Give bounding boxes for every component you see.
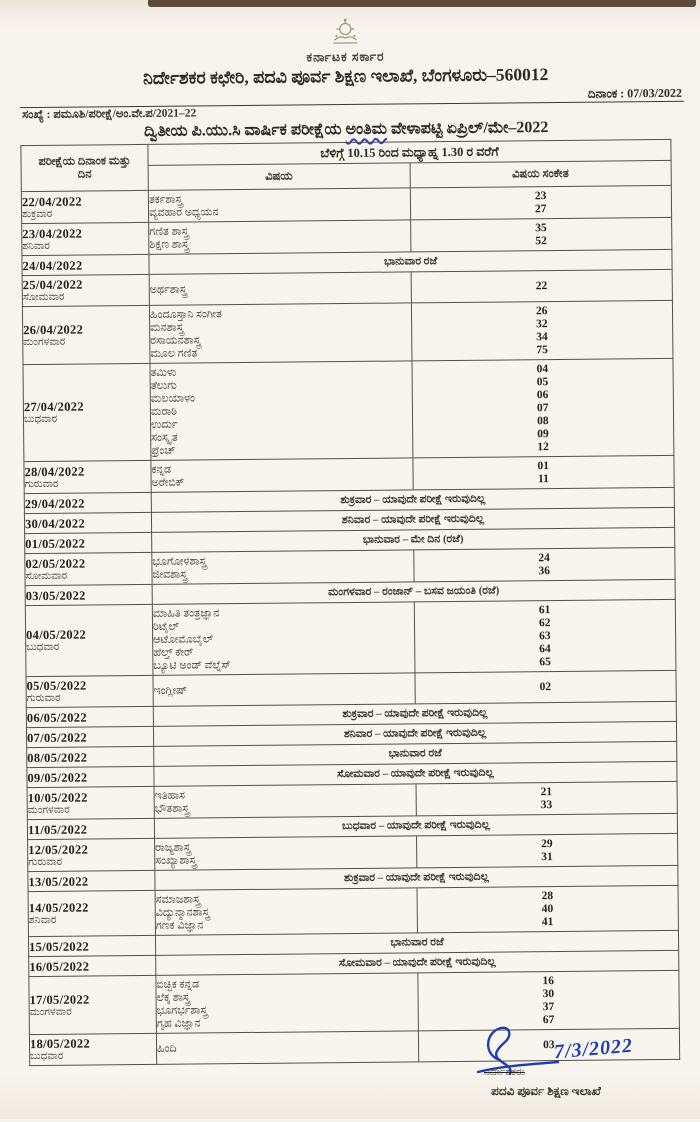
subject-code: 04 bbox=[536, 362, 549, 375]
subject-code: 26 bbox=[535, 304, 548, 317]
exam-date: 27/04/2022 bbox=[23, 399, 84, 415]
subject-name: ಫ್ರೆಂಚ್ bbox=[151, 444, 176, 457]
exam-day: ಮಂಗಳವಾರ bbox=[29, 1006, 72, 1018]
subject-code: 37 bbox=[542, 1000, 555, 1013]
subject-name: ಹೆಲ್ತ್ ಕೇರ್ bbox=[153, 646, 194, 659]
holiday-note: ಶುಕ್ರವಾರ – ಯಾವುದೇ ಪರೀಕ್ಷೆ ಇರುವುದಿಲ್ಲ bbox=[155, 865, 678, 890]
exam-date-cell bbox=[25, 584, 152, 605]
code-column-header: ವಿಷಯ ಸಂಕೇತ bbox=[410, 160, 672, 188]
subject-code: 09 bbox=[537, 427, 549, 440]
exam-date: 17/05/2022 bbox=[29, 992, 90, 1007]
exam-date: 09/05/2022 bbox=[27, 770, 88, 785]
subjects-cell bbox=[150, 361, 412, 461]
exam-date: 18/05/2022 bbox=[29, 1036, 91, 1052]
subject-code: 27 bbox=[534, 202, 547, 215]
subjects-cell bbox=[155, 836, 417, 871]
exam-date: 25/04/2022 bbox=[22, 277, 83, 293]
exam-date: 12/05/2022 bbox=[28, 842, 89, 857]
exam-date-cell bbox=[29, 955, 156, 976]
exam-date: 13/05/2022 bbox=[28, 874, 89, 889]
exam-day: ಶುಕ್ರವಾರ bbox=[21, 208, 53, 220]
holiday-note: ಶನಿವಾರ – ಯಾವುದೇ ಪರೀಕ್ಷೆ ಇರುವುದಿಲ್ಲ bbox=[151, 507, 674, 532]
subject-name: ರಿಟೈಲ್ bbox=[152, 620, 180, 633]
time-header: ಬೆಳಿಗ್ಗೆ 10.15 ರಿಂದ ಮಧ್ಯಾಹ್ನ 1.30 ರ ವರೆಗೆ bbox=[148, 139, 671, 165]
exam-date: 02/05/2022 bbox=[25, 556, 86, 571]
subject-name: ಮರಾಠಿ bbox=[150, 405, 177, 418]
table-row bbox=[25, 599, 676, 676]
exam-day: ಸೋಮವಾರ bbox=[22, 291, 65, 304]
subject-code: 75 bbox=[536, 343, 548, 356]
reference-number: ಸಂಖ್ಯೆ : ಪಮೂಶಿ/ಪರೀಕ್ಷೆ/ಅಂ.ವೇ.ಪ/2021–22 bbox=[22, 107, 197, 122]
subject-name: ಇತಿಹಾಸ bbox=[154, 789, 186, 802]
date-column-header: ಪರೀಕ್ಷೆಯ ದಿನಾಂಕ ಮತ್ತು ದಿನ bbox=[21, 144, 148, 191]
subject-code: 34 bbox=[536, 330, 548, 343]
exam-day: ಬುಧವಾರ bbox=[23, 413, 58, 426]
subjects-cell bbox=[152, 550, 414, 585]
subject-code: 24 bbox=[538, 551, 550, 564]
subject-name: ಆಟೋಮೊಬೈಲ್ bbox=[153, 632, 214, 646]
exam-date: 14/05/2022 bbox=[28, 900, 89, 916]
timetable-table bbox=[20, 139, 680, 1066]
subject-name: ರಸಾಯನಶಾಸ್ತ್ರ bbox=[150, 333, 201, 347]
subjects-cell bbox=[151, 458, 413, 493]
exam-date-cell bbox=[25, 604, 153, 676]
exam-date: 22/04/2022 bbox=[21, 194, 82, 209]
subjects-cell bbox=[152, 602, 414, 676]
subject-code: 21 bbox=[540, 785, 553, 798]
exam-date: 07/05/2022 bbox=[27, 730, 88, 745]
subject-code: 22 bbox=[535, 279, 548, 292]
subjects-cell bbox=[155, 888, 417, 936]
holiday-note: ಬುಧವಾರ – ಯಾವುದೇ ಪರೀಕ್ಷೆ ಇರುವುದಿಲ್ಲ bbox=[154, 813, 677, 838]
exam-date-cell bbox=[24, 512, 151, 533]
subject-codes-cell bbox=[416, 781, 678, 816]
exam-day: ಮಂಗಳವಾರ bbox=[27, 804, 70, 816]
subjects-cell bbox=[153, 673, 415, 707]
subject-name: ತಮಿಳು bbox=[150, 366, 177, 379]
subject-name: ಹಿಂದೂಸ್ತಾನಿ ಸಂಗೀತ bbox=[149, 307, 222, 321]
exam-date-cell bbox=[21, 190, 148, 223]
exam-date-cell bbox=[22, 274, 149, 306]
handwritten-date: 7/3/2022 bbox=[553, 1034, 634, 1064]
document-title: ದ್ವಿತೀಯ ಪಿ.ಯು.ಸಿ ವಾರ್ಷಿಕ ಪರೀಕ್ಷೆಯ ಅಂತಿಮ ವೇಳಾಪಟ್ಟಿ ಏಪ್ರಿಲ್/ಮೇ–2022 bbox=[144, 119, 549, 140]
exam-day: ಶನಿವಾರ bbox=[28, 914, 57, 927]
exam-date-cell bbox=[28, 838, 155, 871]
holiday-note: ಸೋಮವಾರ – ಯಾವುದೇ ಪರೀಕ್ಷೆ ಇರುವುದಿಲ್ಲ bbox=[156, 950, 679, 975]
exam-date: 29/04/2022 bbox=[24, 496, 85, 511]
subject-codes-cell bbox=[411, 300, 673, 361]
subject-name: ಮೂಲ ಗಣಿತ bbox=[150, 346, 198, 360]
subject-code: 02 bbox=[539, 680, 552, 693]
issue-date: ದಿನಾಂಕ : 07/03/2022 bbox=[587, 85, 682, 101]
holiday-note: ಶನಿವಾರ – ಯಾವುದೇ ಪರೀಕ್ಷೆ ಇರುವುದಿಲ್ಲ bbox=[153, 721, 676, 746]
holiday-note: ಭಾನುವಾರ ರಜೆ bbox=[154, 741, 677, 766]
subject-code: 32 bbox=[536, 317, 548, 330]
subject-name: ಉರ್ದು bbox=[151, 418, 178, 431]
exam-date-cell bbox=[24, 492, 151, 513]
subject-code: 06 bbox=[536, 388, 549, 401]
subject-name: ತರ್ಕಶಾಸ್ತ್ರ bbox=[148, 193, 183, 206]
exam-date: 28/04/2022 bbox=[24, 464, 85, 479]
subject-code: 03 bbox=[542, 1038, 555, 1051]
subject-code: 11 bbox=[537, 472, 549, 485]
subject-code: 36 bbox=[538, 564, 551, 577]
subject-code: 67 bbox=[542, 1013, 555, 1026]
exam-date: 15/05/2022 bbox=[29, 939, 90, 954]
exam-day: ಶನಿವಾರ bbox=[22, 240, 51, 252]
subject-code: 16 bbox=[542, 974, 554, 987]
subject-code: 12 bbox=[537, 440, 549, 453]
exam-date-cell bbox=[29, 975, 157, 1034]
subject-name: ಸಂಖ್ಯಾಶಾಸ್ತ್ರ bbox=[155, 853, 197, 867]
exam-day: ಗುರುವಾರ bbox=[26, 692, 61, 705]
subject-code: 07 bbox=[536, 401, 549, 414]
subjects-cell bbox=[156, 973, 418, 1034]
subject-name: ಹಿಂದಿ bbox=[157, 1042, 177, 1055]
table-row bbox=[22, 300, 673, 364]
subject-name: ಲೆಕ್ಕ ಶಾಸ್ತ್ರ bbox=[156, 991, 190, 1004]
subject-name: ಬ್ಯೂಟಿ ಅಂಡ್ ವೆಲ್ನೆಸ್ bbox=[153, 658, 231, 672]
subject-codes-cell bbox=[412, 455, 674, 490]
subject-code: 41 bbox=[541, 915, 554, 928]
exam-date-cell bbox=[26, 726, 153, 747]
subject-code: 23 bbox=[534, 189, 547, 202]
subject-name: ಭೂಗರ್ಭಶಾಸ್ತ್ರ bbox=[156, 1003, 208, 1017]
exam-date-cell bbox=[23, 363, 151, 461]
holiday-note: ಭಾನುವಾರ ರಜೆ bbox=[149, 249, 672, 274]
subjects-cell bbox=[156, 1031, 418, 1065]
exam-date: 03/05/2022 bbox=[25, 588, 86, 603]
subject-code: 33 bbox=[540, 798, 553, 811]
subject-name: ಗಣಕ ವಿಜ್ಞಾನ bbox=[155, 918, 204, 932]
exam-date: 24/04/2022 bbox=[22, 258, 83, 273]
office-address-line: ನಿರ್ದೇಶಕರ ಕಛೇರಿ, ಪದವಿ ಪೂರ್ವ ಶಿಕ್ಷಣ ಇಲಾಖೆ, ಬೆಂಗಳೂರು–560012 bbox=[143, 64, 549, 88]
exam-date-cell bbox=[26, 675, 153, 707]
exam-day: ಬುಧವಾರ bbox=[26, 641, 60, 654]
subject-name: ಭೂಗೋಳಶಾಸ್ತ್ರ bbox=[152, 554, 207, 568]
exam-date-cell bbox=[22, 305, 150, 364]
exam-date-cell bbox=[29, 1033, 156, 1065]
subject-name: ಅರ್ಥಶಾಸ್ತ್ರ bbox=[149, 283, 187, 296]
holiday-note: ಭಾನುವಾರ ರಜೆ bbox=[155, 930, 678, 955]
department-label: ಪದವಿ ಪೂರ್ವ ಶಿಕ್ಷಣ ಇಲಾಖೆ bbox=[491, 1084, 601, 1098]
underlined-word: ಅಂತಿಮ bbox=[345, 120, 387, 139]
exam-day: ಗುರುವಾರ bbox=[28, 856, 63, 868]
exam-date: 01/05/2022 bbox=[25, 536, 86, 551]
subject-name: ಗೃಹ ವಿಜ್ಞಾನ bbox=[156, 1016, 201, 1030]
exam-day: ಬುಧವಾರ bbox=[30, 1050, 64, 1063]
exam-date: 05/05/2022 bbox=[26, 678, 87, 694]
exam-date-cell bbox=[22, 222, 149, 255]
government-title: ಕರ್ನಾಟಕ ಸರ್ಕಾರ bbox=[306, 49, 385, 65]
exam-date-cell bbox=[28, 890, 155, 936]
subject-codes-cell bbox=[410, 217, 672, 252]
exam-date: 16/05/2022 bbox=[29, 959, 90, 974]
subject-code: 29 bbox=[541, 837, 553, 850]
subjects-cell bbox=[149, 272, 411, 306]
karnataka-emblem-icon bbox=[328, 18, 362, 50]
subject-name: ಕನ್ನಡ bbox=[151, 463, 172, 476]
subject-name: ತೆಲುಗು bbox=[150, 379, 177, 392]
horizontal-rule bbox=[20, 101, 684, 108]
subject-codes-cell bbox=[413, 547, 675, 582]
subject-code: 61 bbox=[538, 603, 551, 616]
signature-block bbox=[446, 1022, 686, 1117]
subject-codes-cell bbox=[416, 833, 678, 868]
subject-code: 35 bbox=[535, 221, 547, 234]
subject-code: 52 bbox=[535, 234, 547, 247]
exam-date: 26/04/2022 bbox=[23, 322, 84, 337]
subject-code: 05 bbox=[536, 375, 549, 388]
subject-code: 63 bbox=[539, 629, 551, 642]
subject-name: ಅರೇಬಿಕ್ bbox=[151, 476, 185, 489]
subject-code: 62 bbox=[538, 616, 551, 629]
subject-codes-cell bbox=[411, 269, 673, 303]
holiday-note: ಶುಕ್ರವಾರ – ಯಾವುದೇ ಪರೀಕ್ಷೆ ಇರುವುದಿಲ್ಲ bbox=[153, 701, 676, 726]
subject-code: 01 bbox=[537, 459, 550, 472]
exam-date-cell bbox=[27, 766, 154, 787]
subject-codes-cell bbox=[411, 358, 673, 458]
subject-code: 65 bbox=[539, 655, 551, 668]
subject-codes-cell bbox=[417, 885, 679, 933]
exam-date: 04/05/2022 bbox=[26, 627, 87, 643]
subjects-cell bbox=[148, 188, 410, 223]
holiday-note: ಶುಕ್ರವಾರ – ಯಾವುದೇ ಪರೀಕ್ಷೆ ಇರುವುದಿಲ್ಲ bbox=[151, 487, 674, 512]
exam-day: ಸೋಮವಾರ bbox=[25, 570, 68, 582]
exam-date-cell bbox=[27, 818, 154, 839]
subject-code: 40 bbox=[541, 902, 554, 915]
subject-name: ವ್ಯವಹಾರ ಅಧ್ಯಯನ bbox=[148, 205, 219, 219]
exam-date-cell bbox=[28, 870, 155, 891]
subject-name: ಭೌತಶಾಸ್ತ್ರ bbox=[154, 802, 190, 815]
exam-date: 23/04/2022 bbox=[22, 226, 83, 241]
designation-label: ನಿರ್ದೇಶಕರು bbox=[484, 1067, 525, 1078]
subject-name: ಐಚ್ಛಿಕ ಕನ್ನಡ bbox=[156, 977, 200, 991]
exam-date: 30/04/2022 bbox=[24, 516, 86, 531]
exam-day: ಗುರುವಾರ bbox=[24, 478, 59, 490]
exam-date: 10/05/2022 bbox=[27, 790, 88, 805]
subject-codes-cell bbox=[414, 599, 676, 673]
subject-name: ಸಂಸ್ಕೃತ bbox=[151, 431, 178, 444]
exam-date-cell bbox=[27, 746, 154, 767]
subject-name: ಗಣಿತ ಶಾಸ್ತ್ರ bbox=[149, 225, 189, 238]
subjects-cell bbox=[149, 220, 411, 255]
exam-date-cell bbox=[26, 706, 153, 727]
subject-code: 08 bbox=[536, 414, 549, 427]
exam-date-cell bbox=[24, 460, 151, 493]
holiday-note: ಸೋಮವಾರ – ಯಾವುದೇ ಪರೀಕ್ಷೆ ಇರುವುದಿಲ್ಲ bbox=[154, 761, 677, 786]
subject-name: ಜೀವಶಾಸ್ತ್ರ bbox=[152, 568, 188, 581]
table-row bbox=[23, 358, 674, 461]
exam-date-cell bbox=[22, 254, 149, 275]
holiday-note: ಭಾನುವಾರ – ಮೇ ದಿನ (ರಜೆ) bbox=[152, 527, 675, 552]
subject-name: ಸಮಾಜಶಾಸ್ತ್ರ bbox=[155, 892, 201, 906]
subjects-cell bbox=[154, 784, 416, 819]
subject-code: 30 bbox=[542, 987, 555, 1000]
subject-code: 28 bbox=[541, 889, 554, 902]
subject-name: ವಿದ್ಯುನ್ಮಾನಶಾಸ್ತ್ರ bbox=[155, 905, 210, 919]
subject-codes-cell bbox=[414, 670, 676, 704]
subject-name: ಮಲಯಾಳಂ bbox=[150, 391, 195, 405]
exam-date-cell bbox=[28, 935, 155, 956]
exam-date-cell bbox=[25, 532, 152, 553]
exam-date: 08/05/2022 bbox=[27, 750, 88, 765]
subject-column-header: ವಿಷಯ bbox=[148, 163, 410, 191]
exam-date-cell bbox=[25, 552, 152, 585]
subject-name: ಮಾಹಿತಿ ತಂತ್ರಜ್ಞಾನ bbox=[152, 606, 220, 620]
subject-code: 64 bbox=[539, 642, 551, 655]
holiday-note: ಮಂಗಳವಾರ – ರಂಜಾನ್ – ಬಸವ ಜಯಂತಿ (ರಜೆ) bbox=[152, 579, 675, 604]
exam-day: ಮಂಗಳವಾರ bbox=[23, 336, 66, 348]
table-row bbox=[28, 885, 678, 936]
subject-codes-cell bbox=[410, 185, 672, 220]
subject-name: ಇಂಗ್ಲೀಷ್ bbox=[153, 684, 188, 697]
subject-code: 31 bbox=[541, 850, 553, 863]
subject-name: ಶಿಕ್ಷಣ ಶಾಸ್ತ್ರ bbox=[149, 238, 189, 251]
subject-name: ಮನಶಾಸ್ತ್ರ bbox=[150, 321, 184, 334]
exam-date: 06/05/2022 bbox=[26, 710, 87, 725]
subject-name: ರಾಜ್ಯಶಾಸ್ತ್ರ bbox=[155, 841, 191, 854]
subjects-cell bbox=[149, 303, 411, 364]
exam-date: 11/05/2022 bbox=[27, 822, 88, 837]
exam-date-cell bbox=[27, 786, 154, 819]
